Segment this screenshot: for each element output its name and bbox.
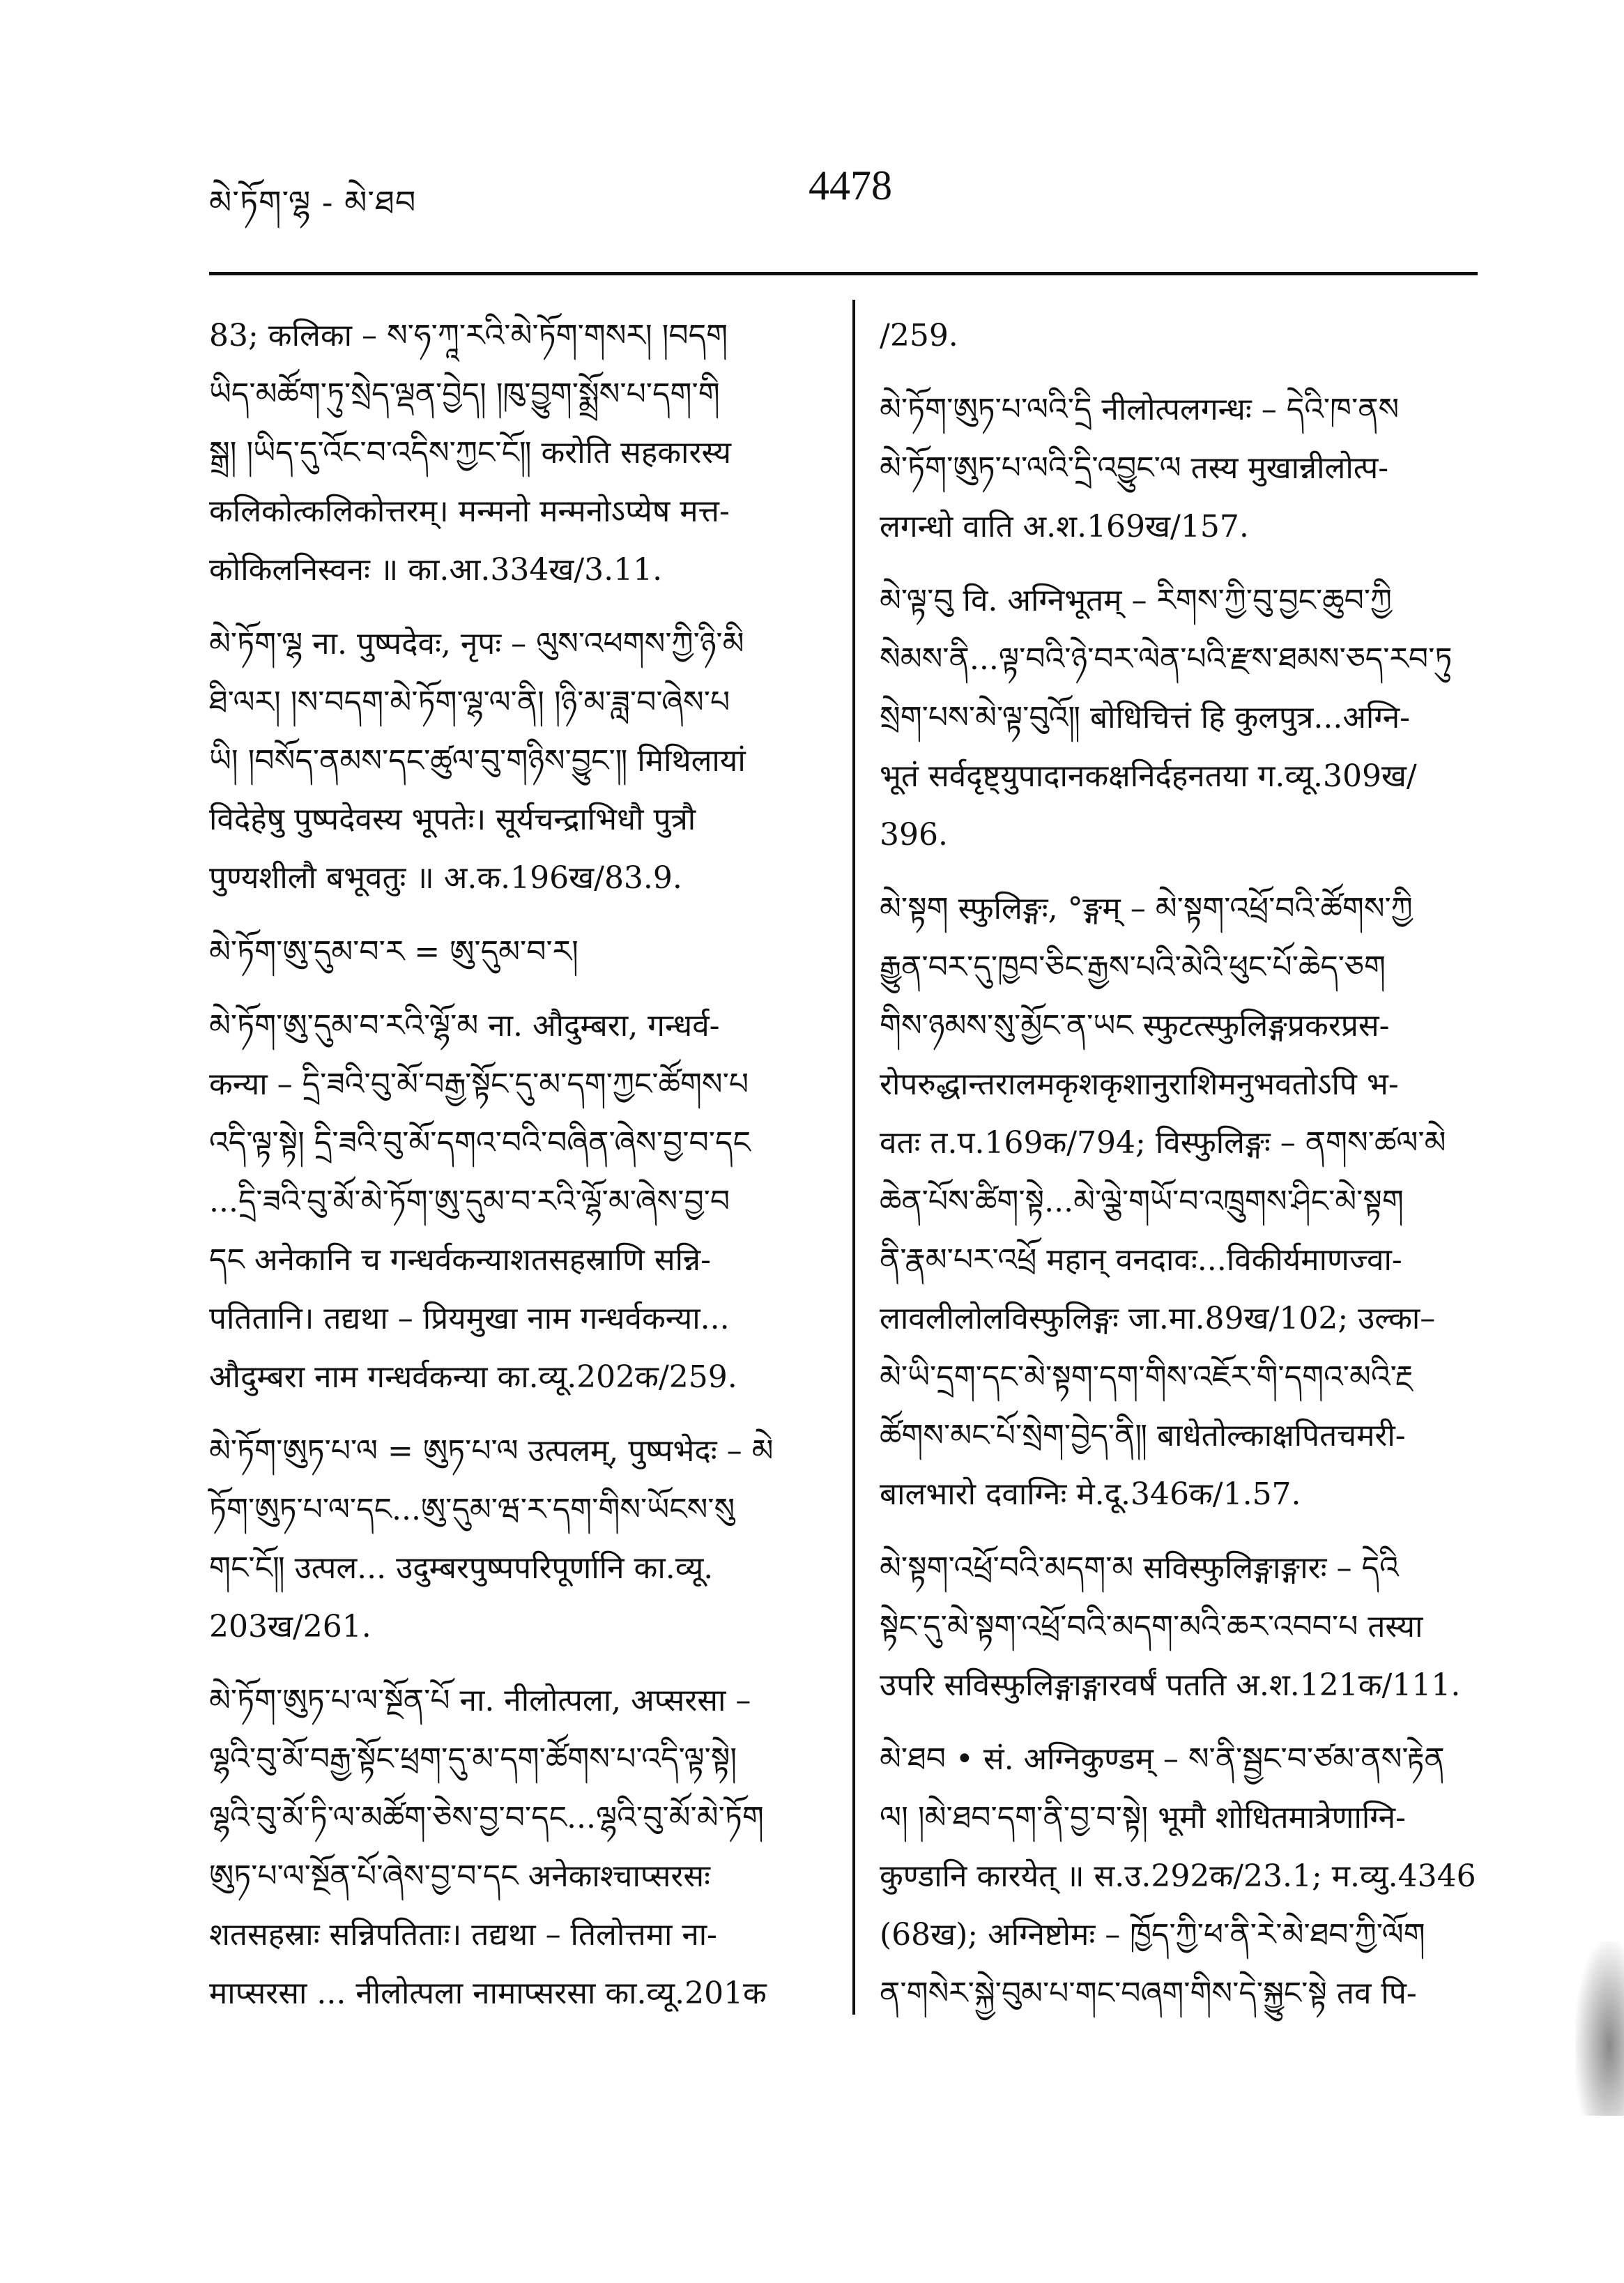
entry-line: कोकिलनिस्वनः ॥ का.आ.334ख/3.11. bbox=[209, 552, 663, 588]
entry-line: ཡིད་མཚོག་ཏུ་སྲེད་ལྡན་བྱེད། །ཁུ་བྱུག་སྨྲོས་པ་དག་གི bbox=[209, 376, 720, 412]
entry-line: ཐི་ལར། །ས་བདག་མེ་ཏོག་ལྷ་ལ་ནི། །ཉི་མ་ཟླ་བ་ཞེས་པ bbox=[209, 685, 730, 720]
left-column bbox=[209, 307, 822, 2038]
entry-line: ལྷའི་བུ་མོ་ཏི་ལ་མཚོག་ཅེས་བྱ་བ་དང...ལྷའི་བུ་མོ་མེ་ཏོག bbox=[209, 1800, 764, 1835]
entry-line: ལ། །མེ་ཐབ་དག་ནི་བྱ་བ་སྟེ། भूमौ शोधितमात्रेणाग्नि- bbox=[880, 1800, 1406, 1835]
entry-line: ཏོག་ཨུཏ་པ་ལ་དང...ཨུ་དུམ་ཝ་ར་དག་གིས་ཡོངས་སུ bbox=[209, 1492, 735, 1527]
entry-line: སྒྲ། །ཡིད་དུ་འོང་བ་འདིས་ཀྱང་ངོ༎ करोति सहकारस्य bbox=[209, 435, 732, 471]
entry-line: མེ་ཏོག་ཨུཏ་པ་ལའི་དྲི་འབྱུང་ལ तस्य मुखान्नीलोत्प- bbox=[880, 450, 1389, 486]
entry-line: ཆེན་པོས་ཚིག་སྟེ...མེ་ལྕེ་གཡོ་བ་འཁྲུགས་ཤིང་མེ་སྟག bbox=[880, 1184, 1404, 1219]
entry-line: གང་ངོ༎ उत्पल... उदुम्बरपुष्पपरिपूर्णानि का.व्यू. bbox=[209, 1550, 714, 1586]
entry-line: भूतं सर्वदृष्ट्युपादानकक्षनिर्दहनतया ग.व्यू.309ख/ bbox=[880, 758, 1417, 794]
entry-line: /259. bbox=[880, 318, 958, 353]
entry-headword-line: མེ་ཐབ • सं. अग्निकुण्डम् – ས་ནི་སྦྱང་བ་ཙམ་ནས་རྟེན bbox=[880, 1741, 1445, 1777]
entry-line: कलिकोत्कलिकोत्तरम्। मन्मनो मन्मनोऽप्येष मत्त- bbox=[209, 494, 730, 529]
entry-headword-line: མེ་ཏོག་ལྷ ना. पुष्पदेवः, नृपः – ལུས་འཕགས་ཀྱི་ཉི་མི bbox=[209, 626, 744, 662]
entry-line: (68ख); अग्निष्टोमः – ཁྱོད་ཀྱི་ཕ་ནི་རེ་མེ་ཐབ་ཀྱི་ལོག bbox=[880, 1917, 1425, 1953]
entry-line: ཡི། །བསོད་ནམས་དང་ཚུལ་བུ་གཉིས་བྱུང་༎ मिथिलायां bbox=[209, 743, 746, 779]
entry-headword-line: མེ་ཏོག་ཨུཏ་པ་ལའི་དྲི नीलोत्पलगन्धः – དེའི་ཁ་ནས bbox=[880, 392, 1400, 427]
entry-headword-line: མེ་སྟག स्फुलिङ्गः, °ङ्गम् – མེ་སྟག་འཕྲོ་བའི་ཚོགས་ཀྱི bbox=[880, 891, 1413, 926]
entry-line: लावलीलोलविस्फुलिङ्गः जा.मा.89ख/102; उल्का– bbox=[880, 1301, 1436, 1336]
page-number: 4478 bbox=[809, 162, 892, 208]
dictionary-entry bbox=[209, 997, 822, 1407]
header-rule bbox=[209, 272, 1478, 275]
entry-line: ནི་རྣམ་པར་འཕྲོ महान् वनदावः...विकीर्यमाणज्वा- bbox=[880, 1242, 1402, 1278]
dictionary-entry bbox=[880, 307, 1479, 365]
dictionary-entry bbox=[209, 1672, 822, 2023]
entry-line: रोपरुद्धान्तरालमकृशकृशानुराशिमनुभवतोऽपि भ- bbox=[880, 1067, 1399, 1102]
entry-line: पतितानि। तद्यथा – प्रियमुखा नाम गन्धर्वकन्या... bbox=[209, 1301, 730, 1336]
dictionary-entry bbox=[209, 307, 822, 600]
entry-headword-line: མེ་ཏོག་ཨུཏ་པ་ལ་སྔོན་པོ ना. नीलोत्पला, अप्सरसा – bbox=[209, 1683, 751, 1718]
entry-headword-line: མེ་ཏོག་ཨུ་དུམ་བ་རའི་ལྷོ་མ ना. औदुम्बरा, गन्धर्व- bbox=[209, 1008, 720, 1044]
entry-line: लगन्धो वाति अ.श.169ख/157. bbox=[880, 509, 1249, 544]
entry-line: कन्या – དྲི་ཟའི་བུ་མོ་བརྒྱ་སྟོང་དུ་མ་དག་ཀྱང་ཚོགས་པ bbox=[209, 1067, 749, 1102]
column-divider bbox=[852, 300, 855, 2015]
entry-line: ན་གསེར་སྐྱེ་བུམ་པ་གང་བཞག་གིས་དེ་སྐྱུང་སྟེ तव पि- bbox=[880, 1976, 1417, 2011]
entry-headword-line: མེ་ཏོག་ཨུཏ་པ་ལ = ཨུཏ་པ་ལ उत्पलम्, पुष्पभेदः – མེ bbox=[209, 1433, 774, 1469]
running-head: མེ་ཏོག་ལྷ - མེ་ཐབ bbox=[209, 183, 417, 221]
dictionary-entry bbox=[880, 1539, 1479, 1715]
entry-line: འདི་ལྟ་སྟེ། དྲི་ཟའི་བུ་མོ་དགའ་བའི་བཞིན་ཞེས་བྱ་བ་དང bbox=[209, 1125, 751, 1161]
dictionary-entry bbox=[209, 615, 822, 908]
entry-line: 203ख/261. bbox=[209, 1609, 371, 1644]
dictionary-entry bbox=[880, 381, 1479, 556]
right-column bbox=[880, 307, 1479, 2038]
entry-line: शतसहस्राः सन्निपतिताः। तद्यथा – तिलोत्तमा ना- bbox=[209, 1917, 718, 1953]
dictionary-entry bbox=[209, 1422, 822, 1656]
entry-line: पुण्यशीलौ बभूवतुः ॥ अ.क.196ख/83.9. bbox=[209, 860, 682, 896]
entry-line: ...དྲི་ཟའི་བུ་མོ་མེ་ཏོག་ཨུ་དུམ་བ་རའི་ལྷོ་མ་ཞེས་བྱ་བ bbox=[209, 1184, 730, 1219]
entry-headword-line: མེ་ལྟ་བུ वि. अग्निभूतम् – རིགས་ཀྱི་བུ་བྱང་ཆུབ་ཀྱི bbox=[880, 583, 1393, 618]
scan-smudge bbox=[1575, 1941, 1624, 2116]
entry-line: དང अनेकानि च गन्धर्वकन्याशतसहस्राणि सन्नि- bbox=[209, 1242, 711, 1278]
entry-line: ཨུཏ་པ་ལ་སྔོན་པོ་ཞེས་བྱ་བ་དང अनेकाश्चाप्सरसः bbox=[209, 1858, 711, 1894]
entry-line: औदुम्बरा नाम गन्धर्वकन्या का.व्यू.202क/259. bbox=[209, 1359, 737, 1395]
entry-line: विदेहेषु पुष्पदेवस्य भूपतेः। सूर्यचन्द्राभिधौ पुत्रौ bbox=[209, 802, 696, 837]
dictionary-entry bbox=[880, 1730, 1479, 2023]
entry-line: གིས་ཉམས་སུ་མྱོང་ན་ཡང स्फुटत्स्फुलिङ्गप्रकरप्रस- bbox=[880, 1008, 1390, 1044]
entry-line: वतः त.प.169क/794; विस्फुलिङ्गः – ནགས་ཚལ་མེ bbox=[880, 1125, 1446, 1161]
dictionary-entry bbox=[880, 572, 1479, 864]
entry-line: སེམས་ནི...ལྟ་བའི་ཉེ་བར་ལེན་པའི་རྫས་ཐམས་ཅད་རབ་ཏུ bbox=[880, 641, 1453, 677]
entry-line: माप्सरसा ... नीलोत्पला नामाप्सरसा का.व्यू.201क bbox=[209, 1976, 767, 2011]
dictionary-entry bbox=[880, 880, 1479, 1524]
entry-headword-line: མེ་ཏོག་ཨུ་དུམ་བ་ར = ཨུ་དུམ་བ་ར། bbox=[209, 934, 579, 970]
entry-line: སྟེང་དུ་མེ་སྟག་འཕྲོ་བའི་མདག་མའི་ཆར་འབབ་པ तस्या bbox=[880, 1609, 1423, 1644]
dictionary-entry bbox=[209, 923, 822, 982]
entry-line: རྒྱུན་བར་དུ་ཁྱབ་ཅིང་རྒྱས་པའི་མེའི་ཕུང་པོ་ཆེད་ཅག bbox=[880, 949, 1386, 985]
entry-line: ལྷའི་བུ་མོ་བརྒྱ་སྟོང་ཕྲག་དུ་མ་དག་ཚོགས་པ་འདི་ལྟ་སྟེ། bbox=[209, 1741, 737, 1777]
entry-line: ཚོགས་མང་པོ་སྲེག་བྱེད་ནི༎ बाधेतोल्काक्षपितचमरी- bbox=[880, 1418, 1406, 1453]
entry-line: མེ་ཡི་དྲག་དང་མེ་སྟག་དག་གིས་འཇོར་གི་དགའ་མའི་རྔ bbox=[880, 1359, 1414, 1395]
entry-line: उपरि सविस्फुलिङ्गाङ्गारवर्षं पतति अ.श.121क/111. bbox=[880, 1667, 1461, 1703]
entry-line: 396. bbox=[880, 817, 948, 853]
entry-headword-line: མེ་སྟག་འཕྲོ་བའི་མདག་མ सविस्फुलिङ्गाङ्गारः – དེའི bbox=[880, 1550, 1399, 1586]
entry-line: སྲེག་པས་མེ་ལྟ་བུའོ༎ बोधिचित्तं हि कुलपुत्र...अग्नि- bbox=[880, 700, 1410, 735]
entry-line: कुण्डानि कारयेत् ॥ स.उ.292क/23.1; म.व्यु.4346 bbox=[880, 1858, 1476, 1894]
entry-line: बालभारो दवाग्निः मे.दू.346क/1.57. bbox=[880, 1476, 1301, 1512]
entry-line: 83; कलिका – ས་ཧ་ཀཱ་རའི་མེ་ཏོག་གསར། །བདག bbox=[209, 318, 728, 353]
